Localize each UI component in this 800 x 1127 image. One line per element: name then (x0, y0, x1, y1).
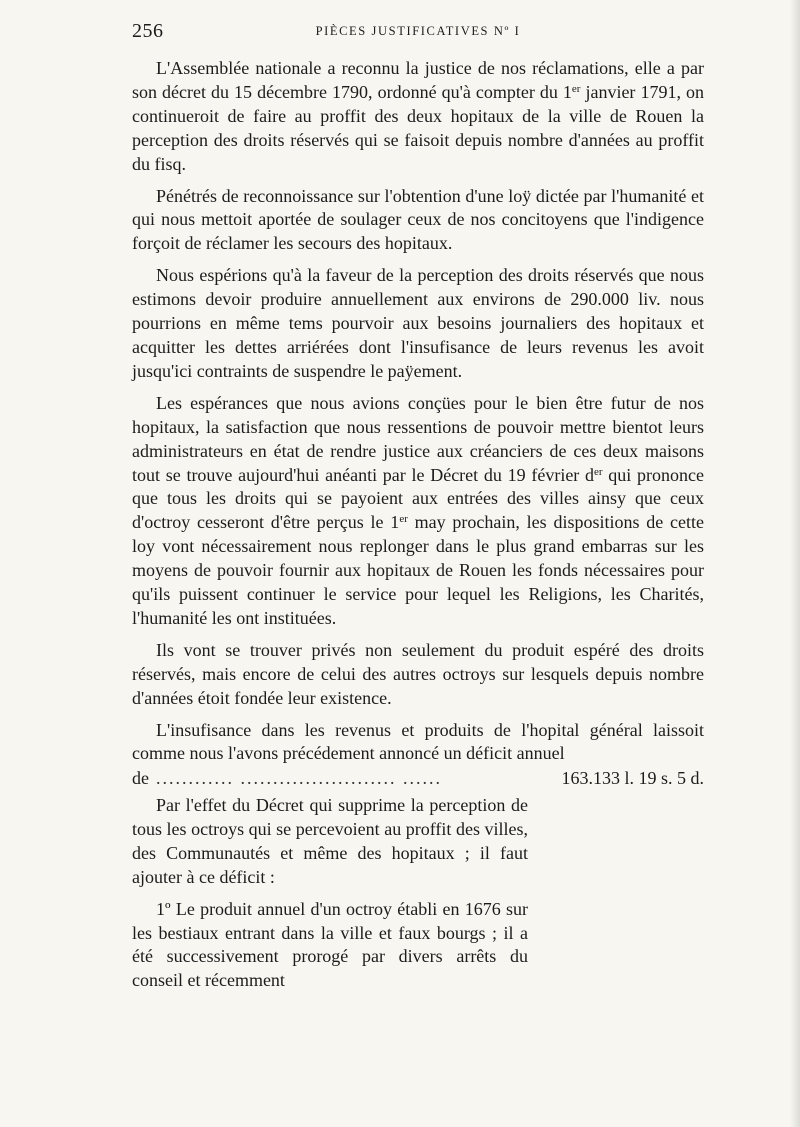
narrow-column-text (132, 794, 528, 1001)
amount-lead-word: de (132, 768, 149, 788)
paragraph-4 (132, 392, 704, 631)
deficit-amount: 163.133 l. 19 s. 5 d. (561, 768, 704, 788)
paragraph-2: Pénétrés de reconnoissance sur l'obtention d'une loÿ dictée par l'humanité et qui nous mettoit aportée de soulager ceux de nos concitoyens que l'indigence forçoit de réclamer les secours des hopitaux. (132, 185, 704, 254)
superscript: er (399, 513, 408, 526)
paragraph-4-text-c: may prochain, les dispositions de cette loy vont nécessairement nous replonger dans le plus grand embarras sur les moyens de pouvoir fournir aux hopitaux de Rouen les fonds nécessaires pour qu'ils puissent continuer le service pour lequel les Religions, les Charités, l'humanité les ont instituées. (132, 512, 705, 628)
paragraph-5: Ils vont se trouver privés non seulement du produit espéré des droits réservés, mais encore de celui des autres octroys sur lesquels depuis nombre d'années étoit fondée leur existence. (132, 639, 704, 708)
page-header (132, 20, 704, 44)
deficit-amount-line (132, 766, 704, 790)
paragraph-8: 1º Le produit annuel d'un octroy établi en 1676 sur les bestiaux entrant dans la ville et faux bourgs ; il a été successivement prorogé par divers arrêts du conseil et récemment (132, 898, 528, 991)
running-head: PIÈCES JUSTIFICATIVES Nº I (315, 24, 521, 38)
paragraph-6: L'insufisance dans les revenus et produits de l'hopital général laissoit comme nous l'avons précédement annoncé un déficit annuel (132, 719, 704, 764)
page-number: 256 (132, 20, 164, 42)
paragraph-3: Nous espérions qu'à la faveur de la perception des droits réservés que nous estimons devoir produire annuellement aux environs de 290.000 liv. nous pourrions en même tems pourvoir aux besoins journaliers des hopitaux et acquitter les dettes arriérées dont l'insufisance de leurs revenus les avoit jusqu'ici contraints de suspendre le paÿement. (132, 265, 704, 381)
body-text (132, 57, 704, 774)
superscript: er (594, 465, 603, 478)
paragraph-4-text-b: qui prononce que tous les droits qui se payoient aux entrées des villes ainsy que ceux d'octroy cesseront d'être perçus le 1 (132, 464, 704, 533)
paragraph-7: Par l'effet du Décret qui supprime la perception de tous les octroys qui se percevoient au proffit des villes, des Communautés et même des hopitaux ; il faut ajouter à ce déficit : (132, 795, 528, 887)
paragraph-4-text-a: Les espérances que nous avions conçües pour le bien être futur de nos hopitaux, la satisfaction que nous ressentions de pouvoir mettre bientot leurs administrateurs en état de rendre justice aux créanciers de ces deux maisons tout se trouve aujourd'hui anéanti par le Décret du 19 février d (132, 392, 704, 485)
paragraph-1-text-a: L'Assemblée nationale a reconnu la justice de nos réclamations, elle a par son décret du 15 décembre 1790, ordonné qu'à compter du 1 (132, 58, 704, 102)
paragraph-1 (132, 57, 704, 177)
dot-leader: ............ ........................ ...... (156, 768, 442, 788)
paragraph-1-text-b: janvier 1791, on continueroit de faire au proffit des deux hopitaux de la ville de Rouen la perception des droits réservés qui se faisoit depuis nombre d'années au proffit du fisq. (132, 81, 704, 174)
page-edge (790, 0, 800, 1127)
superscript: er (571, 82, 581, 95)
